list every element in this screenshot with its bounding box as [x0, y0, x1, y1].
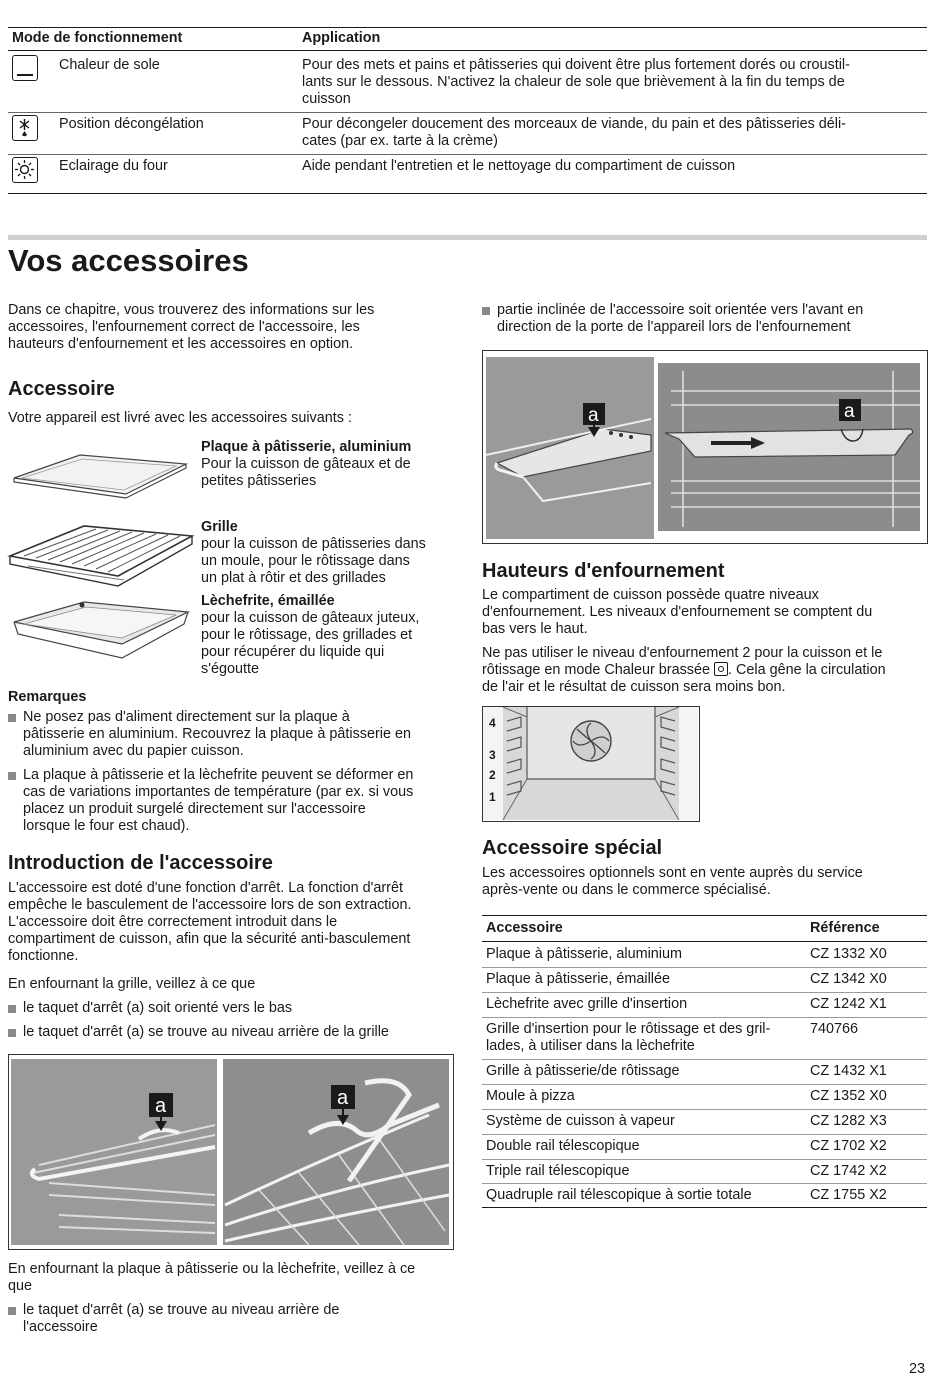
hauteurs-warning: Ne pas utiliser le niveau d'enfournement 2 pour la cuisson et le rôtissage en mode Chaleur brassée . Cela gêne la circulation de l'air et le résultat de cuisson sera moins bon. [482, 645, 886, 695]
table-row: Quadruple rail télescopique à sortie totale CZ 1755 X2 [482, 1183, 927, 1207]
table-row: Triple rail télescopique CZ 1742 X2 [482, 1159, 927, 1183]
special-heading: Accessoire spécial [482, 837, 663, 859]
level-label: 3 [489, 748, 496, 762]
table-row: Plaque à pâtisserie, émaillée CZ 1342 X0 [482, 967, 927, 992]
accessoire-heading: Accessoire [8, 378, 115, 400]
list-item: Ne posez pas d'aliment directement sur la plaque à pâtisserie en aluminium. Recouvrez la plaque à pâtisserie en aluminium avec du papier cuisson. [8, 709, 411, 760]
level-label: 4 [489, 716, 496, 730]
bullet-icon [8, 1307, 16, 1315]
accessory-item: Lèchefrite, émaillée pour la cuisson de gâteaux juteux, pour le rôtissage, des grillades et pour récupérer du liquide qui s'égoutte [201, 593, 420, 677]
convection-fan-icon [714, 662, 728, 676]
mode-application: Aide pendant l'entretien et le nettoyage du compartiment de cuisson [302, 158, 736, 174]
mode-name: Chaleur de sole [59, 57, 160, 73]
bullet-icon [8, 1029, 16, 1037]
introduction-heading: Introduction de l'accessoire [8, 852, 273, 874]
page-number: 23 [909, 1361, 926, 1377]
bullet-icon [8, 1005, 16, 1013]
mode-application: Pour des mets et pains et pâtisseries qui doivent être plus fortement dorés ou croustil- lants sur le dessous. N'activez la chaleur de sole que brièvement à la fin du temps de cuisson [302, 57, 850, 107]
plaque-intro: En enfournant la plaque à pâtisserie ou la lèchefrite, veillez à ce que [8, 1261, 416, 1294]
grille-illustration [6, 520, 196, 592]
bullet-icon [8, 772, 16, 780]
bullet-icon [482, 307, 490, 315]
mode-application: Pour décongeler doucement des morceaux de viande, du pain et des pâtisseries déli- cates (par ex. tarte à la crème) [302, 116, 846, 149]
level-label: 1 [489, 790, 496, 804]
table-row: Grille d'insertion pour le rôtissage et des gril- lades, à utiliser dans la lèchefrite 740766 [482, 1017, 927, 1059]
level-label: 2 [489, 768, 496, 782]
list-item: le taquet d'arrêt (a) soit orienté vers le bas [8, 1000, 292, 1017]
defrost-icon [12, 115, 38, 141]
mode-name: Eclairage du four [59, 158, 168, 174]
table-row: Double rail télescopique CZ 1702 X2 [482, 1134, 927, 1159]
list-item: La plaque à pâtisserie et la lèchefrite peuvent se déformer en cas de variations importantes de température (par ex. si vous placez un produit surgelé directement sur l'accessoire lorsque le four est chaud). [8, 767, 413, 835]
accessory-item: Plaque à pâtisserie, aluminium Pour la cuisson de gâteaux et de petites pâtisseries [201, 439, 412, 489]
callout-a-label: a [337, 1087, 349, 1109]
table-row: Moule à pizza CZ 1352 X0 [482, 1084, 927, 1109]
section-title: Vos accessoires [8, 243, 249, 278]
hauteurs-heading: Hauteurs d'enfournement [482, 560, 725, 582]
table-row: Plaque à pâtisserie, aluminium CZ 1332 X0 [486, 946, 887, 962]
remarks-title: Remarques [8, 689, 87, 705]
list-item: partie inclinée de l'accessoire soit orientée vers l'avant en direction de la porte de l'appareil lors de l'enfournement [482, 302, 863, 336]
accessoire-intro: Votre appareil est livré avec les accessoires suivants : [8, 410, 352, 426]
callout-a-label: a [155, 1095, 167, 1117]
list-item: le taquet d'arrêt (a) se trouve au niveau arrière de la grille [8, 1024, 389, 1041]
grille-intro: En enfournant la grille, veillez à ce que [8, 976, 256, 992]
baking-tray-illustration [10, 448, 190, 500]
oven-light-icon [12, 157, 38, 183]
special-paragraph: Les accessoires optionnels sont en vente auprès du service après-vente ou dans le commerce spécialisé. [482, 865, 863, 898]
introduction-paragraph: L'accessoire est doté d'une fonction d'arrêt. La fonction d'arrêt empêche le basculement de l'accessoire lors de son extraction. L'accessoire doit être correctement introduit dans le compartiment de cuisson, afin que la sécurité anti-basculement fonctionne. [8, 880, 412, 964]
table-row: Système de cuisson à vapeur CZ 1282 X3 [482, 1109, 927, 1134]
lechefrite-illustration [10, 598, 192, 662]
table-header-reference: Référence [810, 920, 880, 936]
callout-a-label: a [588, 405, 599, 426]
bullet-icon [8, 714, 16, 722]
bottom-heat-icon [12, 55, 38, 81]
list-item: le taquet d'arrêt (a) se trouve au niveau arrière de l'accessoire [8, 1302, 339, 1336]
table-header-accessoire: Accessoire [486, 920, 563, 936]
table-row: Grille à pâtisserie/de rôtissage CZ 1432 X1 [482, 1059, 927, 1084]
grille-insertion-figure [8, 1054, 454, 1250]
accessory-item: Grille pour la cuisson de pâtisseries dans un moule, pour le rôtissage dans un plat à rôtir et des grillades [201, 519, 426, 586]
table-row: Lèchefrite avec grille d'insertion CZ 1242 X1 [482, 992, 927, 1017]
oven-levels-figure [482, 706, 700, 822]
table-header-mode: Mode de fonctionnement [12, 30, 183, 46]
tray-insertion-figure [482, 350, 928, 544]
callout-a-label: a [844, 401, 855, 422]
intro-paragraph: Dans ce chapitre, vous trouverez des informations sur les accessoires, l'enfournement correct de l'accessoire, les hauteurs d'enfournement et les accessoires en option. [8, 302, 375, 352]
table-header-application: Application [302, 30, 381, 46]
section-divider [8, 235, 927, 240]
hauteurs-paragraph: Le compartiment de cuisson possède quatre niveaux d'enfournement. Les niveaux d'enfournement se comptent du bas vers le haut. [482, 587, 873, 637]
mode-name: Position décongélation [59, 116, 204, 132]
